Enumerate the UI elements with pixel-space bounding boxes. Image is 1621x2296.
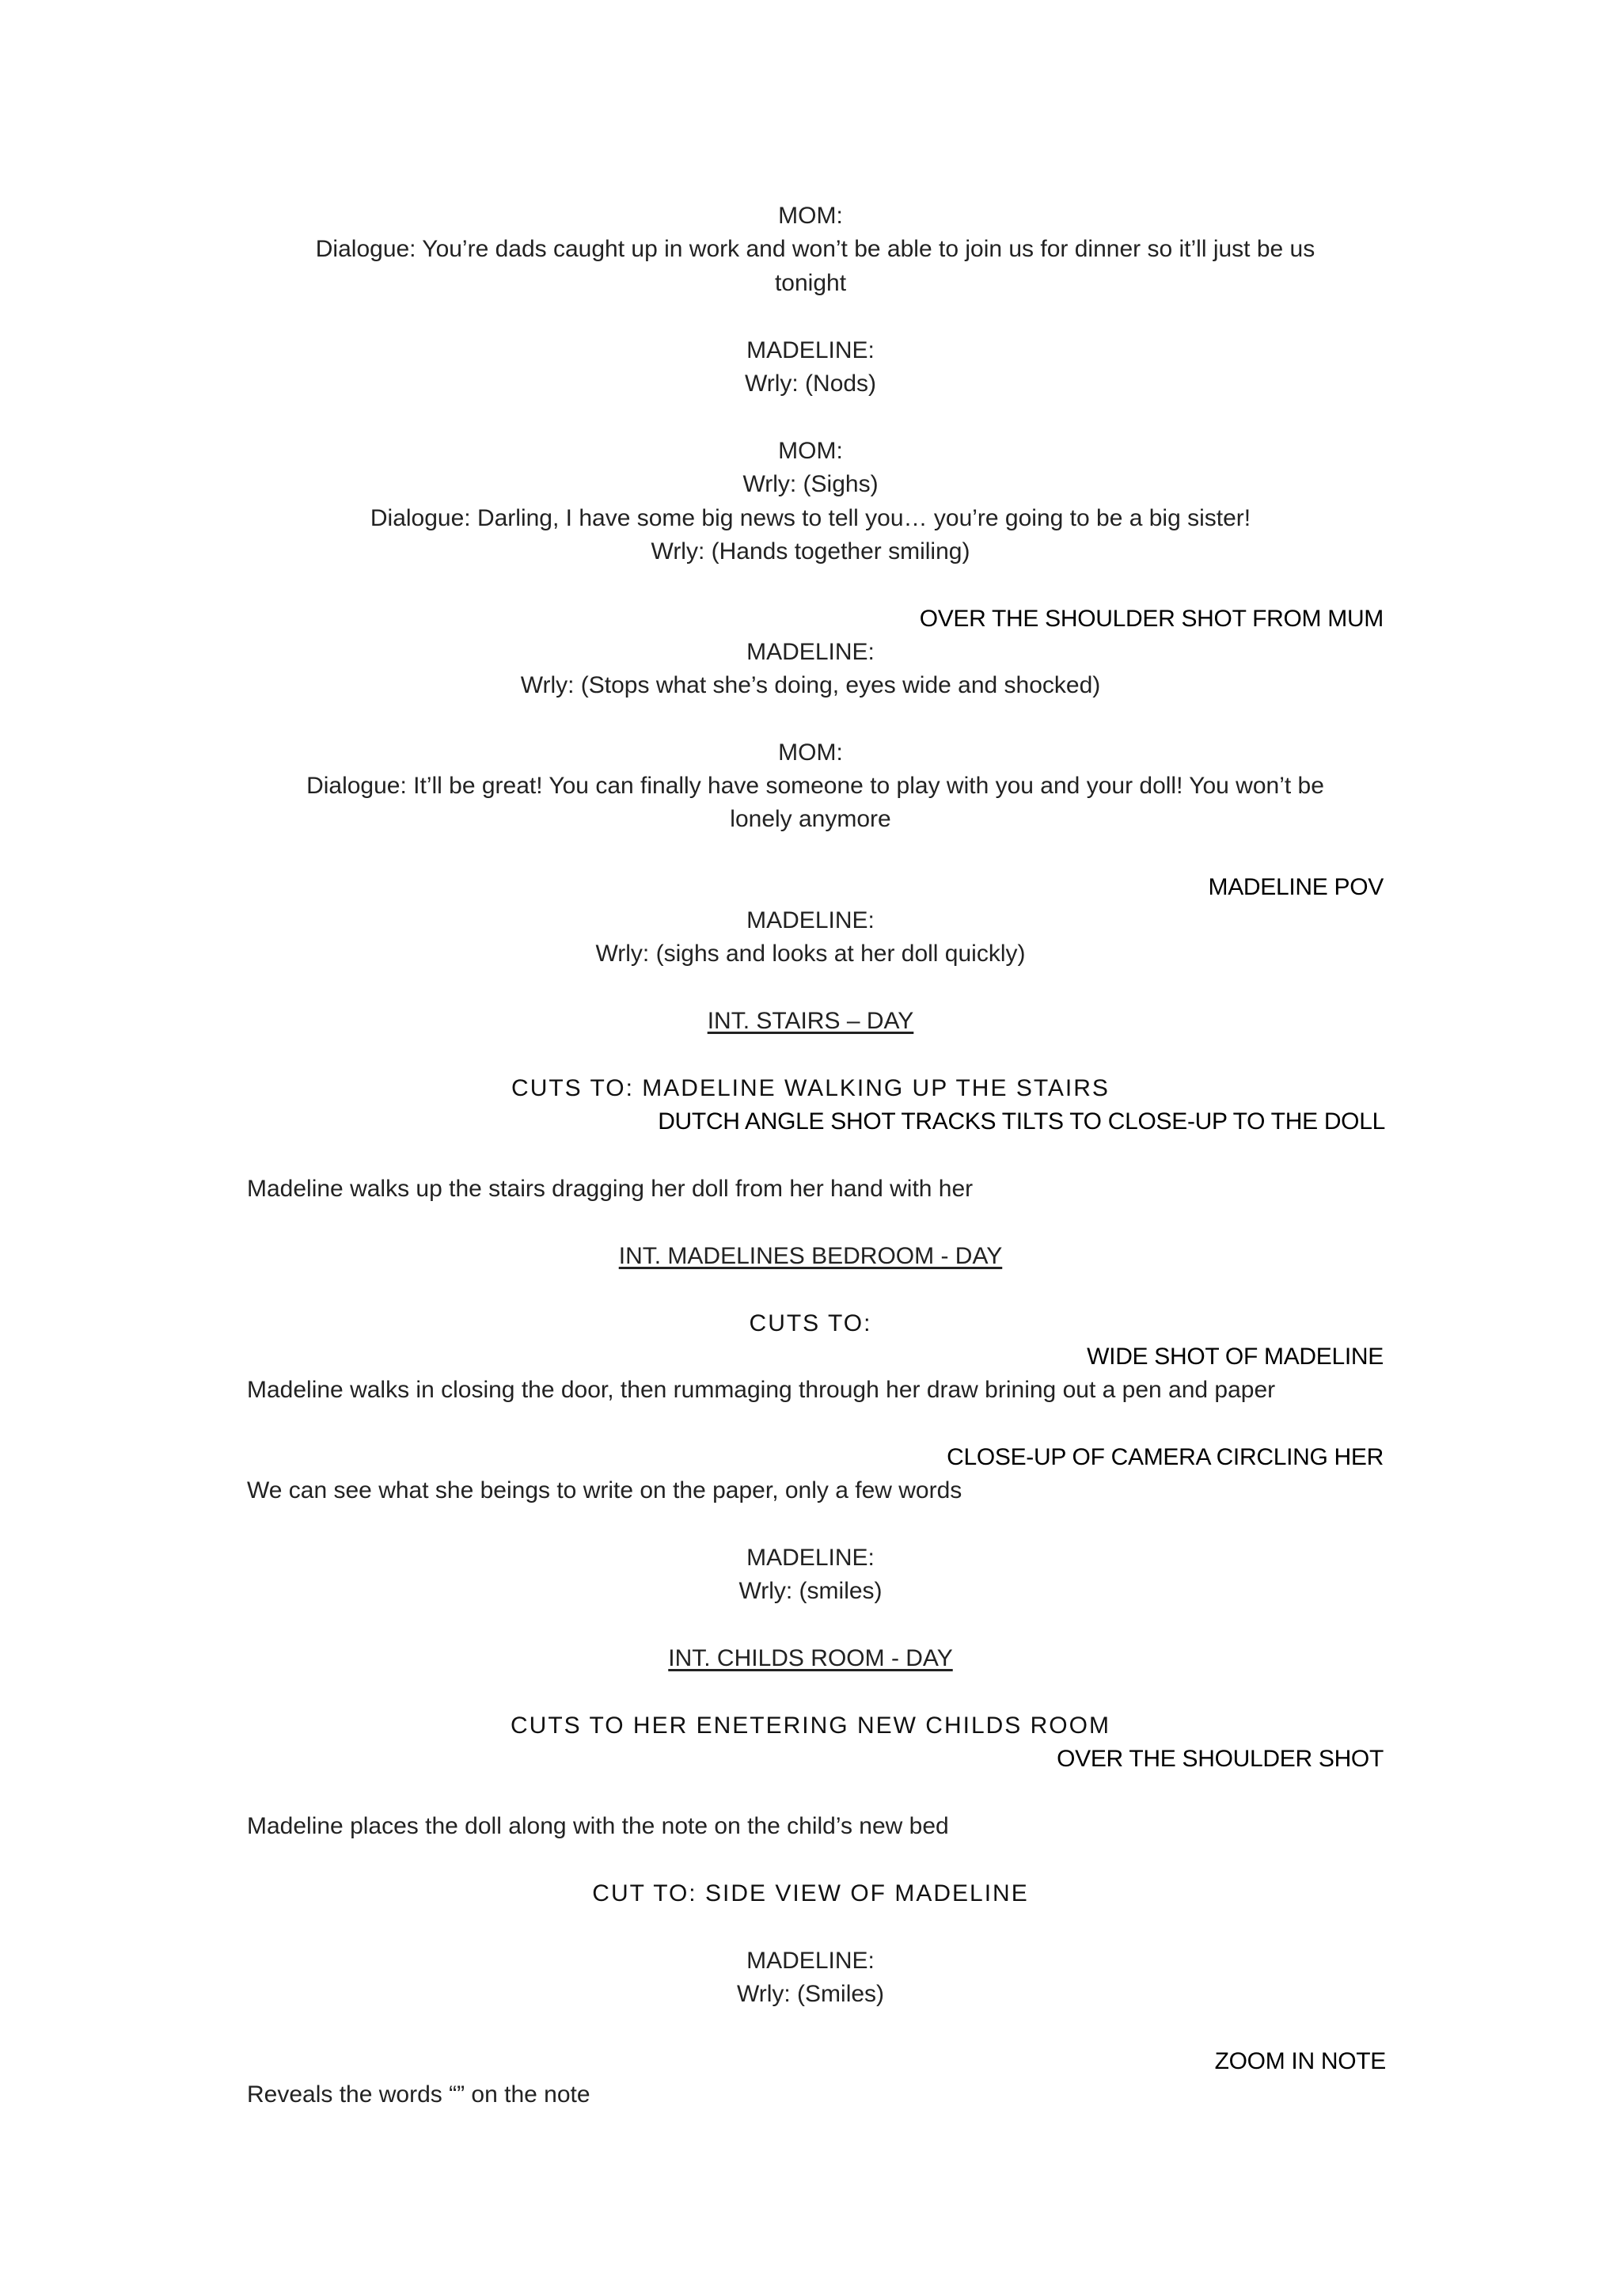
transition-line: CUTS TO:: [749, 1310, 872, 1336]
shot-direction: WIDE SHOT OF MADELINE: [1087, 1344, 1384, 1370]
character-name-madeline: MADELINE:: [746, 1545, 875, 1571]
character-name-madeline: MADELINE:: [746, 1948, 875, 1974]
dialogue-line: Dialogue: Darling, I have some big news to tell you… you’re going to be a big sister!: [370, 505, 1251, 531]
transition-line: CUTS TO: MADELINE WALKING UP THE STAIRS: [511, 1075, 1110, 1101]
action-line: Reveals the words “” on the note: [247, 2081, 590, 2108]
parenthetical-line: Wrly: (Hands together smiling): [651, 538, 970, 564]
action-line: We can see what she beings to write on the paper, only a few words: [247, 1477, 962, 1503]
dialogue-line: lonely anymore: [730, 806, 891, 832]
character-name-mom: MOM:: [778, 203, 843, 229]
dialogue-line: tonight: [774, 270, 847, 296]
character-name-mom: MOM:: [778, 438, 843, 464]
character-name-madeline: MADELINE:: [746, 907, 875, 933]
parenthetical-line: Wrly: (Sighs): [742, 471, 879, 497]
character-name-madeline: MADELINE:: [746, 639, 875, 665]
action-line: Madeline walks up the stairs dragging her doll from her hand with her: [247, 1176, 974, 1202]
shot-direction: MADELINE POV: [1208, 874, 1384, 900]
shot-direction: DUTCH ANGLE SHOT TRACKS TILTS TO CLOSE-UP TO THE DOLL: [658, 1108, 1385, 1135]
scene-heading: INT. CHILDS ROOM - DAY: [668, 1645, 953, 1671]
parenthetical-line: Wrly: (Smiles): [736, 1981, 885, 2007]
shot-direction: OVER THE SHOULDER SHOT FROM MUM: [919, 606, 1384, 632]
shot-direction: OVER THE SHOULDER SHOT: [1057, 1746, 1384, 1772]
shot-direction: ZOOM IN NOTE: [1214, 2048, 1386, 2074]
character-name-madeline: MADELINE:: [746, 337, 875, 363]
transition-line: CUT TO: SIDE VIEW OF MADELINE: [592, 1880, 1029, 1906]
shot-direction: CLOSE-UP OF CAMERA CIRCLING HER: [947, 1444, 1384, 1470]
scene-heading: INT. STAIRS – DAY: [707, 1008, 914, 1034]
parenthetical-line: Wrly: (Stops what she’s doing, eyes wide and shocked): [520, 672, 1101, 698]
parenthetical-line: Wrly: (Nods): [744, 371, 877, 397]
action-line: Madeline walks in closing the door, then rummaging through her draw brining out a pen and paper: [247, 1377, 1276, 1403]
character-name-mom: MOM:: [778, 739, 843, 766]
parenthetical-line: Wrly: (sighs and looks at her doll quickly): [595, 941, 1026, 967]
dialogue-line: Dialogue: It’ll be great! You can finally have someone to play with you and your doll! You won’t be: [306, 773, 1324, 799]
transition-line: CUTS TO HER ENETERING NEW CHILDS ROOM: [511, 1712, 1110, 1739]
action-line: Madeline places the doll along with the note on the child’s new bed: [247, 1813, 949, 1839]
parenthetical-line: Wrly: (smiles): [738, 1578, 883, 1604]
dialogue-line: Dialogue: You’re dads caught up in work and won’t be able to join us for dinner so it’ll just be us: [315, 236, 1315, 262]
scene-heading: INT. MADELINES BEDROOM - DAY: [618, 1243, 1003, 1269]
